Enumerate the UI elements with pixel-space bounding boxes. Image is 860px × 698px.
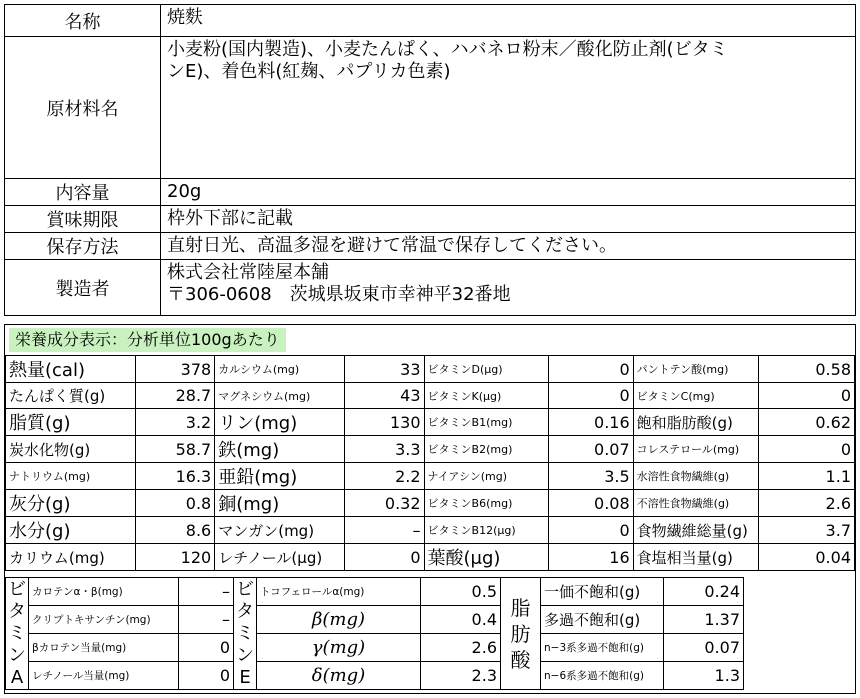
fatty-acid-heading: [501, 578, 541, 690]
maker-label: 製造者: [5, 260, 161, 316]
nutrient-label: マンガン(mg): [215, 517, 345, 544]
nutrient-label: ビタミンC(mg): [633, 383, 758, 409]
nutrition-row: [6, 409, 855, 436]
name-label: 名称: [5, 5, 161, 37]
name-value: 焼麩: [161, 5, 856, 37]
nutrient-label: 食塩相当量(g): [633, 544, 758, 571]
nutrient-value: 2.2: [344, 463, 424, 490]
vitamin-a-label: カロテンα・β(mg): [29, 578, 179, 606]
nutrient-label: 食物繊維総量(g): [633, 517, 758, 544]
nutrient-label: 銅(mg): [215, 490, 345, 517]
vitamin-row: [6, 606, 744, 634]
vertical-char: A: [10, 666, 24, 688]
vitamin-e-label: トコフェロールα(mg): [257, 578, 421, 606]
content-label: 内容量: [5, 179, 161, 206]
vertical-char: 脂: [510, 595, 531, 620]
nutrient-value: 0.32: [344, 490, 424, 517]
nutrient-value: 0.07: [549, 436, 633, 463]
ingredients-line-1: 小麦粉(国内製造)、小麦たんぱく、ハバネロ粉末／酸化防止剤(ビタミ: [167, 39, 728, 60]
vitamin-fat-table: [5, 577, 744, 690]
nutrient-value: 0.04: [758, 544, 854, 571]
nutrient-value: 58.7: [135, 436, 215, 463]
nutrient-value: 43: [344, 383, 424, 409]
vitamin-a-heading: [6, 578, 29, 690]
nutrient-label: リン(mg): [215, 409, 345, 436]
nutrient-label: 水分(g): [6, 517, 136, 544]
fatty-acid-label: n−6系多過不飽和(g): [541, 662, 664, 690]
nutrient-value: –: [344, 517, 424, 544]
nutrient-label: コレステロール(mg): [633, 436, 758, 463]
nutrient-label: ビタミンB6(mg): [424, 490, 549, 517]
nutrient-value: 378: [135, 356, 215, 383]
fatty-acid-label: 多過不飽和(g): [541, 606, 664, 634]
nutrient-value: 0.08: [549, 490, 633, 517]
nutrient-label: ビタミンB2(mg): [424, 436, 549, 463]
nutrient-label: 亜鉛(mg): [215, 463, 345, 490]
vitamin-a-label: レチノール当量(mg): [29, 662, 179, 690]
expiry-value: 枠外下部に記載: [161, 206, 856, 233]
nutrient-value: 8.6: [135, 517, 215, 544]
nutrient-value: 0: [549, 517, 633, 544]
nutrient-label: 葉酸(μg): [424, 544, 549, 571]
nutrient-value: 3.7: [758, 517, 854, 544]
maker-value: [161, 260, 856, 316]
nutrition-grid: [5, 355, 855, 571]
product-info-table: [4, 4, 856, 316]
vertical-char: ビ: [8, 578, 26, 600]
nutrition-title: 栄養成分表示：分析単位100gあたり: [9, 328, 286, 352]
content-value: 20g: [161, 179, 856, 206]
vitamin-row: [6, 662, 744, 690]
vitamin-e-heading: [234, 578, 257, 690]
vertical-char: ン: [236, 644, 254, 666]
nutrient-value: 0: [549, 383, 633, 409]
nutrient-label: ビタミンK(μg): [424, 383, 549, 409]
nutrient-value: 28.7: [135, 383, 215, 409]
vitamin-e-label: β(mg): [257, 606, 421, 634]
nutrient-label: 灰分(g): [6, 490, 136, 517]
fatty-acid-value: 0.24: [664, 578, 744, 606]
nutrient-label: 不溶性食物繊維(g): [633, 490, 758, 517]
vitamin-e-value: 0.5: [421, 578, 501, 606]
vitamin-e-value: 2.6: [421, 634, 501, 662]
nutrient-value: 0: [758, 383, 854, 409]
nutrition-row: [6, 436, 855, 463]
vertical-char: ビ: [236, 578, 254, 600]
vitamin-e-label: γ(mg): [257, 634, 421, 662]
nutrient-label: ナトリウム(mg): [6, 463, 136, 490]
nutrient-label: カリウム(mg): [6, 544, 136, 571]
vertical-char: タ: [236, 600, 254, 622]
nutrient-label: 脂質(g): [6, 409, 136, 436]
storage-label: 保存方法: [5, 233, 161, 260]
nutrient-label: マグネシウム(mg): [215, 383, 345, 409]
ingredients-line-2: ンE)、着色料(紅麹、パプリカ色素): [167, 61, 451, 82]
nutrition-row: [6, 463, 855, 490]
vitamin-e-label: δ(mg): [257, 662, 421, 690]
expiry-label: 賞味期限: [5, 206, 161, 233]
nutrient-label: ビタミンB1(mg): [424, 409, 549, 436]
vertical-char: 肪: [510, 621, 531, 646]
vertical-char: E: [239, 666, 251, 688]
vertical-char: ミ: [236, 622, 254, 644]
nutrient-label: 水溶性食物繊維(g): [633, 463, 758, 490]
nutrient-value: 1.1: [758, 463, 854, 490]
nutrient-label: ナイアシン(mg): [424, 463, 549, 490]
nutrition-section: [4, 324, 856, 694]
nutrition-row: [6, 517, 855, 544]
vitamin-a-value: 0: [179, 662, 234, 690]
ingredients-label: 原材料名: [5, 37, 161, 179]
vitamin-a-label: クリプトキサンチン(mg): [29, 606, 179, 634]
nutrient-value: 0: [549, 356, 633, 383]
vitamin-row: [6, 634, 744, 662]
vitamin-row: [6, 578, 744, 606]
ingredients-value: [161, 37, 856, 179]
nutrient-value: 16: [549, 544, 633, 571]
storage-value: 直射日光、高温多湿を避けて常温で保存してください。: [161, 233, 856, 260]
vitamin-a-label: βカロテン当量(mg): [29, 634, 179, 662]
nutrient-value: 3.5: [549, 463, 633, 490]
nutrient-value: 16.3: [135, 463, 215, 490]
vertical-char: ミ: [8, 622, 26, 644]
vitamin-a-value: 0: [179, 634, 234, 662]
nutrient-value: 3.2: [135, 409, 215, 436]
nutrition-row: [6, 356, 855, 383]
vitamin-a-value: –: [179, 578, 234, 606]
nutrient-value: 0.62: [758, 409, 854, 436]
nutrient-value: 0: [758, 436, 854, 463]
nutrient-label: 飽和脂肪酸(g): [633, 409, 758, 436]
fatty-acid-value: 1.3: [664, 662, 744, 690]
nutrient-value: 120: [135, 544, 215, 571]
nutrient-value: 0: [344, 544, 424, 571]
fatty-acid-value: 1.37: [664, 606, 744, 634]
nutrient-value: 0.58: [758, 356, 854, 383]
vertical-char: タ: [8, 600, 26, 622]
nutrient-value: 130: [344, 409, 424, 436]
nutrient-label: ビタミンD(μg): [424, 356, 549, 383]
nutrient-value: 0.8: [135, 490, 215, 517]
nutrition-row: [6, 544, 855, 571]
vitamin-e-value: 0.4: [421, 606, 501, 634]
vitamin-e-value: 2.3: [421, 662, 501, 690]
nutrient-label: たんぱく質(g): [6, 383, 136, 409]
nutrient-label: ビタミンB12(μg): [424, 517, 549, 544]
vertical-char: ン: [8, 644, 26, 666]
nutrient-value: 2.6: [758, 490, 854, 517]
nutrient-value: 33: [344, 356, 424, 383]
nutrient-label: パントテン酸(mg): [633, 356, 758, 383]
nutrient-label: 鉄(mg): [215, 436, 345, 463]
nutrient-value: 3.3: [344, 436, 424, 463]
fatty-acid-label: 一価不飽和(g): [541, 578, 664, 606]
vertical-char: 酸: [510, 647, 531, 672]
fatty-acid-value: 0.07: [664, 634, 744, 662]
nutrient-label: カルシウム(mg): [215, 356, 345, 383]
nutrient-label: レチノール(μg): [215, 544, 345, 571]
nutrient-label: 熱量(cal): [6, 356, 136, 383]
maker-line-1: 株式会社常陸屋本舗: [167, 262, 329, 283]
nutrient-value: 0.16: [549, 409, 633, 436]
nutrient-label: 炭水化物(g): [6, 436, 136, 463]
nutrition-row: [6, 490, 855, 517]
vitamin-a-value: –: [179, 606, 234, 634]
nutrition-row: [6, 383, 855, 409]
maker-line-2: 〒306-0608 茨城県坂東市幸神平32番地: [167, 284, 511, 305]
fatty-acid-label: n−3系多過不飽和(g): [541, 634, 664, 662]
